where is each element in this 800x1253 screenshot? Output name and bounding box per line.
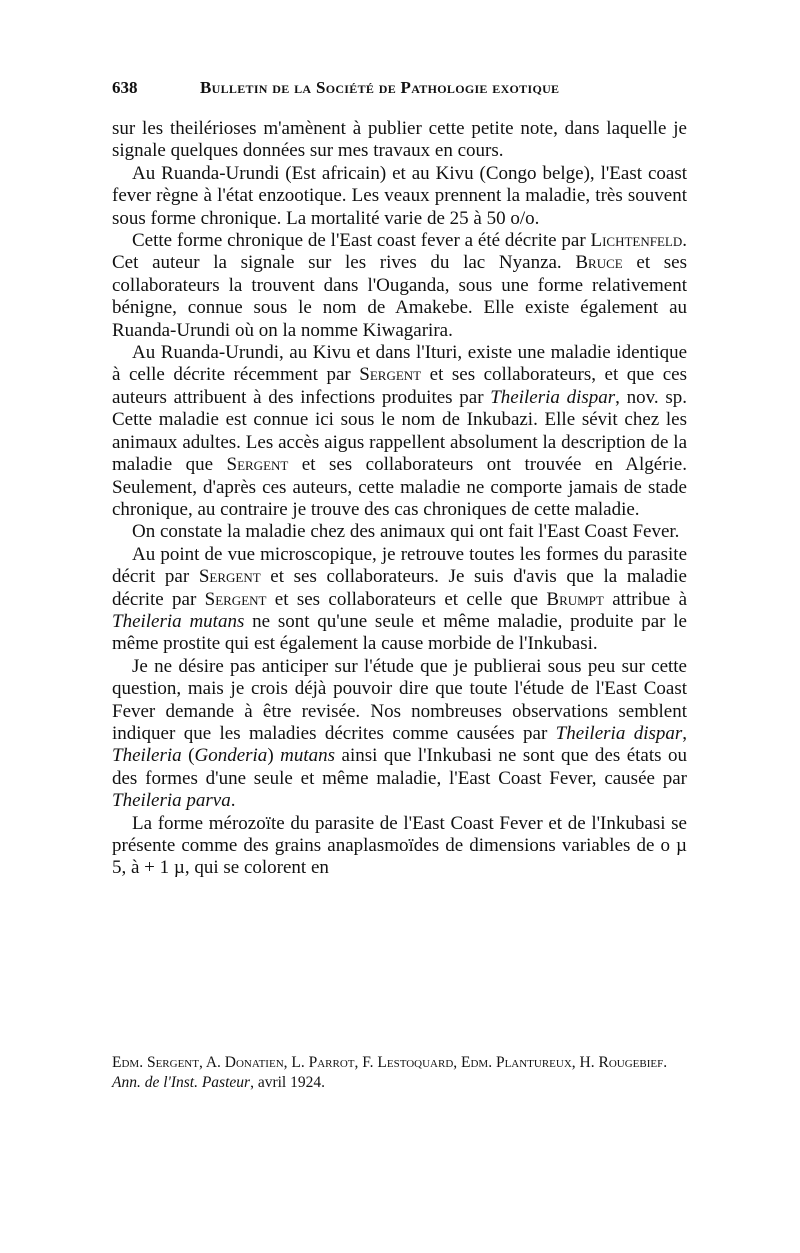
paragraph-3-author-name: Bruce <box>575 252 623 274</box>
paragraph-4-text-run: , nov. sp. Cette maladie est connue ici sous le nom de Inkubazi. Elle sévit chez les animaux adultes. Les accès aigus rappellent absolument la description de la maladie que <box>112 386 687 476</box>
paragraph-6-text-run: Au point de vue microscopique, je retrouve toutes les formes du parasite décrit par <box>112 543 687 588</box>
paragraph-7-text-run: ) <box>267 745 281 767</box>
paragraph-5-text-run: On constate la maladie chez des animaux qui ont fait l'East Coast Fever. <box>132 521 680 543</box>
body-text <box>112 118 687 880</box>
paragraph-4-author-name: Sergent <box>226 454 289 476</box>
paragraph-6-author-name: Sergent <box>198 566 261 588</box>
paragraph-4 <box>112 342 687 521</box>
paragraph-7-italic-term: Theileria <box>112 745 182 767</box>
paragraph-3-text-run: Cette forme chronique de l'East coast fever a été décrite par <box>132 230 591 252</box>
paragraph-3-text-run: et ses collaborateurs la trouvent dans l'Ouganda, sous une forme relativement bénigne, connue sous le nom de Amakebe. Elle existe également au Ruanda-Urundi où on la nomme Kiwagarira. <box>112 252 687 341</box>
paragraph-7-text-run: ( <box>181 745 195 767</box>
paragraph-7-text-run: , <box>682 722 688 744</box>
paragraph-6-author-name: Sergent <box>204 588 267 610</box>
paragraph-6-author-name: Brumpt <box>546 588 604 610</box>
paragraph-7-text-run: . <box>230 790 236 812</box>
running-title: Bulletin de la Société de Pathologie exotique <box>200 78 560 97</box>
paragraph-8 <box>112 813 687 880</box>
paragraph-7-text-run: Je ne désire pas anticiper sur l'étude que je publierai sous peu sur cette question, mais je crois déjà pouvoir dire que toute l'étude de l'East Coast Fever demande à être revisée. Nos nombreuses observations semblent indiquer que les maladies décrites comme causées par <box>112 655 687 744</box>
footnote-text-run: , avril 1924. <box>250 1074 325 1091</box>
page-header <box>112 78 692 104</box>
paragraph-7 <box>112 656 687 813</box>
paragraph-1-text-run: sur les theilérioses m'amènent à publier cette petite note, dans laquelle je signale quelques données sur mes travaux en cours. <box>112 118 687 162</box>
paragraph-4-text-run: Au Ruanda-Urundi, au Kivu et dans l'Ituri, existe une maladie identique à celle décrite récemment par <box>112 342 687 386</box>
paragraph-2 <box>112 163 687 230</box>
paragraph-2-text-run: Au Ruanda-Urundi (Est africain) et au Kivu (Congo belge), l'East coast fever règne à l'état enzootique. Les veaux prennent la maladie, très souvent sous forme chronique. La mortalité varie de 25 à 50 o/o. <box>112 162 687 229</box>
page-number: 638 <box>112 78 138 97</box>
paragraph-4-italic-term: Theileria dispar <box>490 386 616 408</box>
paragraph-3-text-run: . Cet auteur la signale sur les rives du lac Nyanza. <box>112 230 687 274</box>
paragraph-7-italic-term: Gonderia <box>194 745 268 767</box>
paragraph-7-italic-term: Theileria dispar <box>555 722 683 744</box>
paragraph-6 <box>112 544 687 656</box>
paragraph-6-text-run: attribue à <box>603 588 687 610</box>
paragraph-3 <box>112 230 687 342</box>
paragraph-3-author-name: Lichtenfeld <box>590 230 683 252</box>
paragraph-7-text-run: ainsi que l'Inkubasi ne sont que des états ou des formes d'une seule et même maladie, l'East Coast Fever, causée par <box>112 745 688 789</box>
footnote-text-run: . <box>663 1054 668 1071</box>
paragraph-4-text-run: et ses collaborateurs, et que ces auteurs attribuent à des infections produites par <box>112 364 687 408</box>
paragraph-5 <box>112 521 687 543</box>
paragraph-6-text-run: ne sont qu'une seule et même maladie, produite par le même prostite qui est également la cause morbide de l'Inkubasi. <box>112 610 687 655</box>
paragraph-8-text-run: La forme mérozoïte du parasite de l'East Coast Fever et de l'Inkubasi se présente comme des grains anaplasmoïdes de dimensions variables de o µ 5, à + 1 µ, qui se colorent en <box>112 812 687 879</box>
footnote-author-name: Edm. Sergent, A. Donatien, L. Parrot, F. Lestoquard, Edm. Plantureux, H. Rougebief <box>112 1054 664 1071</box>
paragraph-1 <box>112 118 687 163</box>
paragraph-4-text-run: et ses collaborateurs ont trouvée en Algérie. Seulement, d'après ces auteurs, cette maladie ne comporte jamais de stade chronique, au contraire je trouve des cas chroniques de cette maladie. <box>112 454 687 520</box>
paragraph-6-italic-term: Theileria mutans <box>112 610 245 632</box>
paragraph-7-italic-term: Theileria parva <box>112 790 231 812</box>
paragraph-4-author-name: Sergent <box>359 364 422 386</box>
paragraph-6-text-run: et ses collaborateurs. Je suis d'avis que la maladie décrite par <box>112 566 687 610</box>
paragraph-6-text-run: et ses collaborateurs et celle que <box>266 588 547 610</box>
paragraph-7-italic-term: mutans <box>280 745 336 767</box>
footnote-italic-term: Ann. de l'Inst. Pasteur <box>112 1074 251 1091</box>
footnote <box>112 1053 692 1093</box>
